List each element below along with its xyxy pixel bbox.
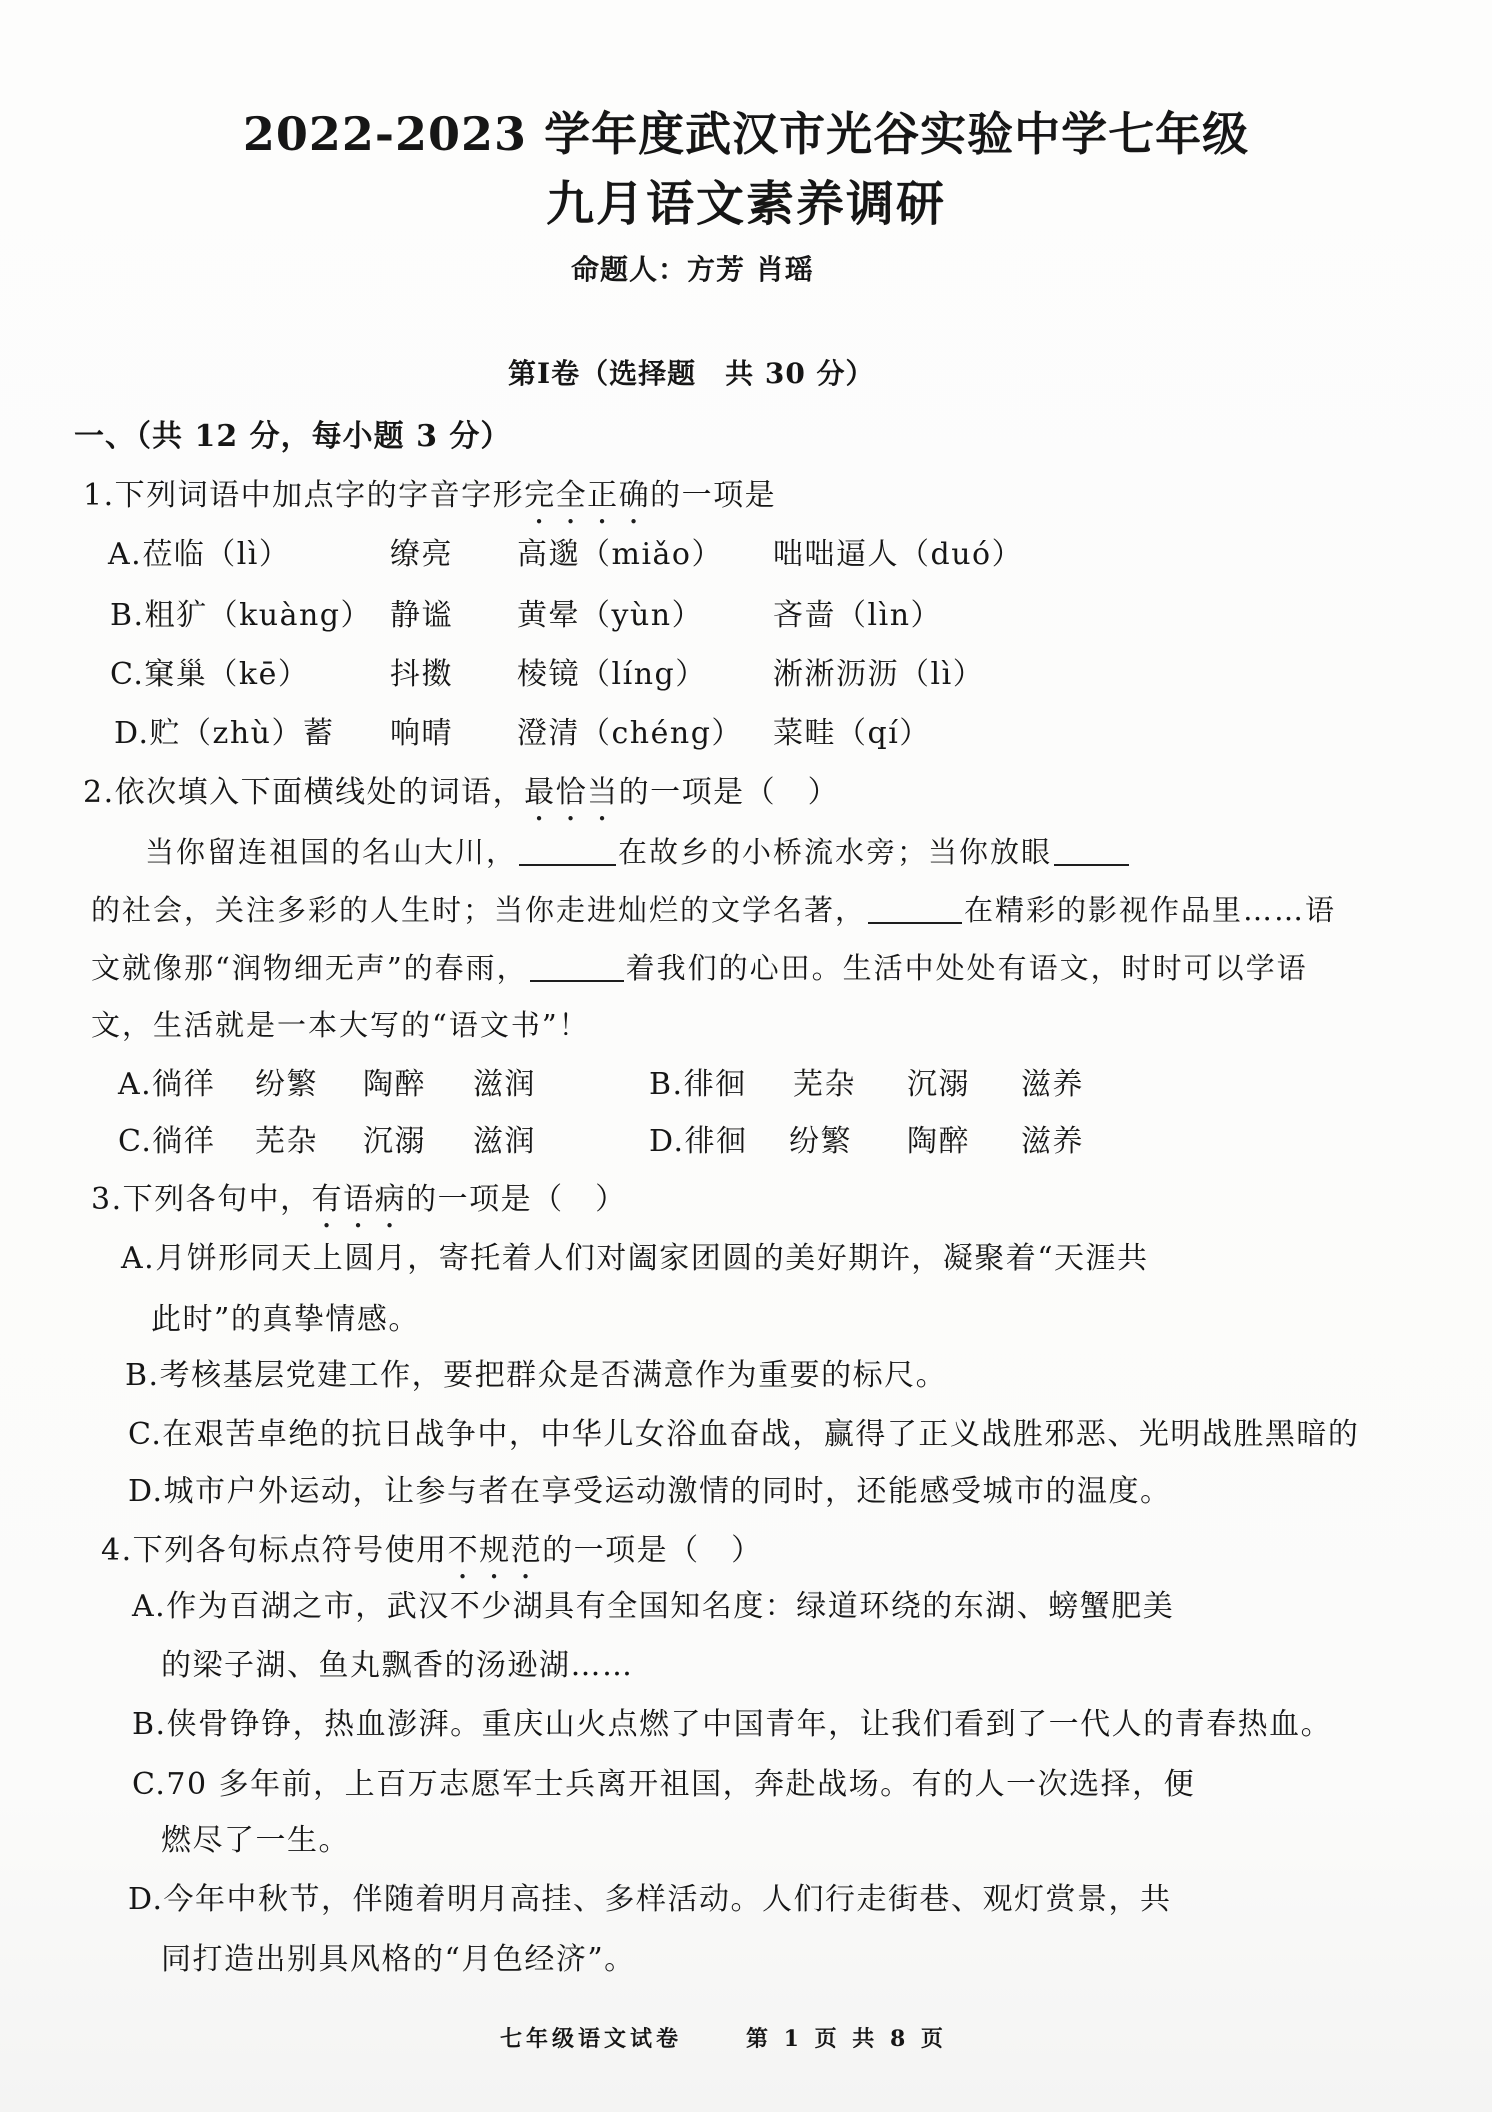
passage-text: 着我们的心田。生活中处处有语文，时时可以学语 (625, 951, 1308, 985)
option-word: 淅淅沥沥（lì） (773, 657, 985, 692)
passage-text: 文就像那“润物细无声”的春雨， (91, 951, 528, 985)
question-1-stem-start: 1.下列词语中加点字的字音字形 (83, 478, 525, 513)
option-d-first-cell (649, 1124, 748, 1160)
option-b-first-cell (649, 1067, 747, 1103)
fill-in-blank (1054, 838, 1129, 866)
question-3-option-a-line-1: A.月饼形同天上圆月，寄托着人们对阖家团圆的美好期许，凝聚着“天涯共 (121, 1241, 1149, 1276)
question-4-option-a-line-2: 的梁子湖、鱼丸飘香的汤逊湖…… (161, 1648, 634, 1683)
question-4-stem-emphasis: 不规范 (447, 1533, 543, 1568)
question-3-stem (91, 1182, 627, 1235)
option-label: A. (118, 1067, 153, 1102)
option-label: D. (649, 1124, 685, 1159)
option-word: 滋养 (1021, 1124, 1084, 1159)
option-word: 吝啬（lìn） (773, 598, 943, 633)
option-word: 咄咄逼人（duó） (773, 537, 1024, 572)
fill-in-blank (519, 838, 616, 866)
passage-line-3 (91, 950, 1308, 986)
question-3-option-b: B.考核基层党建工作，要把群众是否满意作为重要的标尺。 (125, 1358, 948, 1393)
option-word: 缭亮 (390, 537, 453, 572)
option-c-first-cell (118, 1124, 215, 1160)
option-first-cell (114, 716, 334, 752)
option-word: 陶醉 (363, 1067, 426, 1102)
exam-title-line-1: 2022-2023 学年度武汉市光谷实验中学七年级 (242, 107, 1250, 161)
question-2-options-row-2 (0, 1124, 1492, 1160)
option-word: 静谧 (390, 598, 453, 633)
passage-text: 当你留连祖国的名山大川， (145, 835, 518, 869)
exam-title-line-2: 九月语文素养调研 (545, 176, 946, 232)
option-word: 黄晕（yùn） (517, 598, 704, 633)
question-2-stem-emphasis: 最恰当 (524, 775, 619, 810)
option-word: 贮（zhù）蓄 (149, 716, 335, 751)
question-1-option-a (0, 537, 1492, 573)
option-word: 徘徊 (683, 1067, 747, 1102)
option-word: 沉溺 (907, 1067, 970, 1102)
option-label: A. (108, 537, 143, 572)
question-4-option-d-line-1: D.今年中秋节，伴随着明月高挂、多样活动。人们行走街巷、观灯赏景，共 (128, 1882, 1172, 1917)
option-word: 沉溺 (363, 1124, 426, 1159)
option-word: 高邈（miǎo） (517, 537, 723, 572)
fill-in-blank (530, 954, 624, 982)
question-3-option-a-line-2: 此时”的真挚情感。 (151, 1302, 420, 1337)
option-word: 棱镜（líng） (517, 657, 707, 692)
passage-text: 在精彩的影视作品里……语 (964, 893, 1337, 927)
question-3-stem-start: 3.下列各句中， (91, 1182, 312, 1217)
part-title: 一、（共 12 分，每小题 3 分） (74, 419, 512, 454)
question-2-options-row-1 (0, 1067, 1492, 1103)
question-3-stem-emphasis: 有语病 (311, 1182, 407, 1217)
option-label: C. (118, 1124, 153, 1159)
question-2-stem-end: 的一项是（ ） (618, 775, 840, 810)
passage-text: 的社会，关注多彩的人生时；当你走进灿烂的文学名著， (91, 893, 867, 927)
option-a-first-cell (118, 1067, 215, 1103)
question-4-option-c-line-1: C.70 多年前，上百万志愿军士兵离开祖国，奔赴战场。有的人一次选择，便 (132, 1767, 1196, 1802)
passage-line-4 (91, 1007, 590, 1043)
passage-line-2 (91, 892, 1336, 928)
option-first-cell (108, 537, 290, 573)
question-4-option-c-line-2: 燃尽了一生。 (161, 1823, 350, 1858)
volume-title: 第Ⅰ卷（选择题 共 30 分） (508, 357, 875, 390)
question-4-stem (101, 1533, 763, 1586)
question-1-stem-emphasis: 完全正确 (524, 478, 651, 513)
option-word: 粗犷（kuàng） (144, 598, 373, 633)
option-word: 芜杂 (793, 1067, 856, 1102)
passage-text: 文，生活就是一本大写的“语文书”！ (91, 1008, 590, 1042)
option-first-cell (110, 657, 309, 693)
fill-in-blank (868, 896, 962, 924)
question-1-stem-end: 的一项是 (650, 478, 777, 513)
option-word: 莅临（lì） (142, 537, 291, 572)
option-word: 滋润 (473, 1067, 536, 1102)
option-label: B. (110, 598, 145, 633)
question-1-option-c (0, 657, 1492, 693)
question-1-stem (83, 478, 776, 531)
option-word: 徘徊 (684, 1124, 748, 1159)
option-label: B. (649, 1067, 684, 1102)
question-authors: 命题人：方芳 肖瑶 (571, 253, 814, 286)
question-3-option-c: C.在艰苦卓绝的抗日战争中，中华儿女浴血奋战，赢得了正义战胜邪恶、光明战胜黑暗的 (128, 1417, 1360, 1452)
option-first-cell (110, 598, 372, 634)
option-word: 纷繁 (255, 1067, 318, 1102)
footer-paper-name: 七年级语文试卷 (500, 2026, 683, 2052)
question-4-option-a-line-1: A.作为百湖之市，武汉不少湖具有全国知名度：绿道环绕的东湖、螃蟹肥美 (132, 1589, 1175, 1624)
option-word: 滋养 (1021, 1067, 1084, 1102)
option-word: 菜畦（qí） (773, 716, 931, 751)
question-2-stem-start: 2.依次填入下面横线处的词语， (83, 775, 525, 810)
question-3-option-d: D.城市户外运动，让参与者在享受运动激情的同时，还能感受城市的温度。 (128, 1474, 1172, 1509)
question-3-stem-end: 的一项是（ ） (406, 1182, 627, 1217)
question-1-option-b (0, 598, 1492, 634)
footer-page-number: 第 1 页 共 8 页 (746, 2026, 947, 2052)
option-word: 陶醉 (907, 1124, 970, 1159)
option-word: 徜徉 (152, 1067, 216, 1102)
passage-text: 在故乡的小桥流水旁；当你放眼 (618, 835, 1053, 869)
question-4-option-d-line-2: 同打造出别具风格的“月色经济”。 (161, 1942, 636, 1977)
option-word: 徜徉 (152, 1124, 216, 1159)
question-1-option-d (0, 716, 1492, 752)
passage-line-1 (145, 834, 1131, 870)
option-word: 窠巢（kē） (144, 657, 310, 692)
option-word: 纷繁 (789, 1124, 852, 1159)
question-4-stem-start: 4.下列各句标点符号使用 (101, 1533, 448, 1568)
option-word: 滋润 (473, 1124, 536, 1159)
option-label: C. (110, 657, 145, 692)
question-4-stem-end: 的一项是（ ） (542, 1533, 763, 1568)
option-word: 芜杂 (255, 1124, 318, 1159)
option-word: 澄清（chéng） (517, 716, 743, 751)
question-2-stem (83, 775, 839, 828)
option-word: 抖擞 (390, 657, 453, 692)
question-4-option-b: B.侠骨铮铮，热血澎湃。重庆山火点燃了中国青年，让我们看到了一代人的青春热血。 (132, 1707, 1333, 1742)
option-word: 响晴 (390, 716, 453, 751)
option-label: D. (114, 716, 150, 751)
